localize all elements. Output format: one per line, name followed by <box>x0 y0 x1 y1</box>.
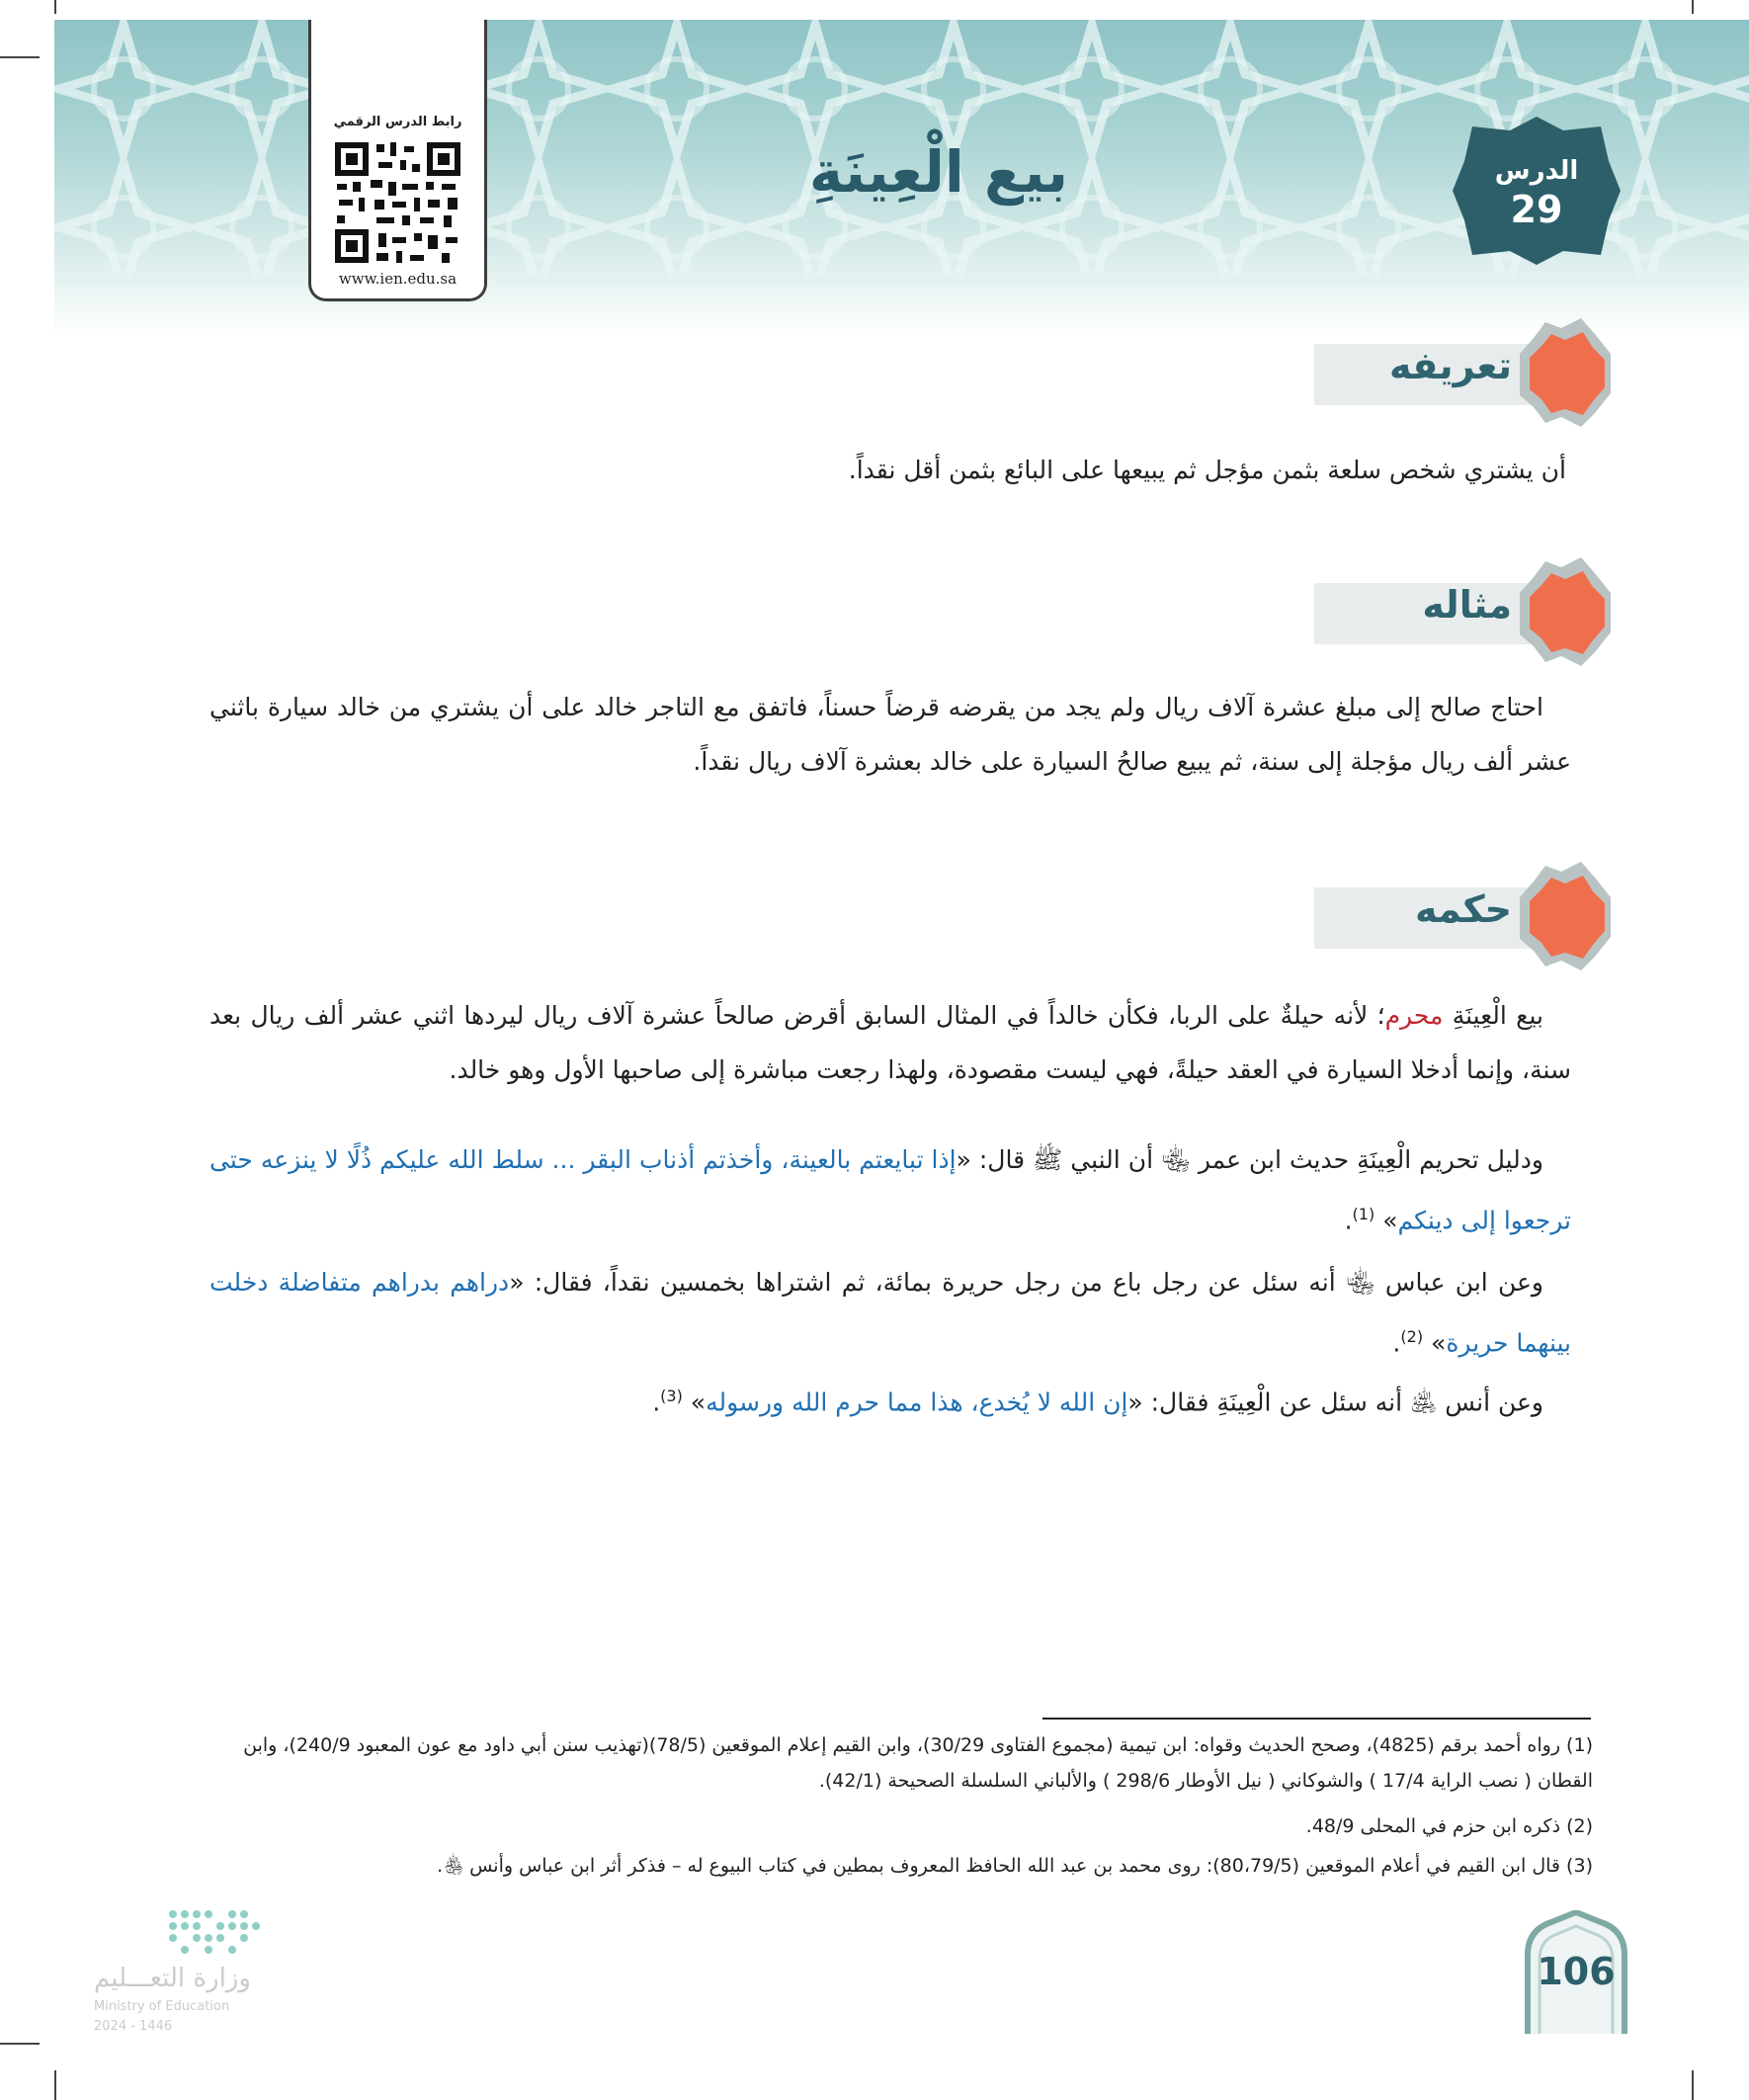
ministry-year: 2024 - 1446 <box>94 2019 173 2034</box>
qr-url[interactable]: www.ien.edu.sa <box>338 270 458 288</box>
qr-code-card[interactable] <box>308 20 487 301</box>
hadith-quote: إذا تبايعتم بالعينة، وأخذتم أذناب البقر ... سلط الله عليكم ذُلًا لا ينزعه حتى ترجعوا إلى دينكم <box>209 1145 1571 1235</box>
ruling-text: بيع الْعِينَةِ <box>1443 1001 1543 1030</box>
page-number-badge <box>1522 1910 1630 2034</box>
ruling-paragraph-2: ودليل تحريم الْعِينَةِ حديث ابن عمر ﵄ أن النبي ﷺ قال: «إذا تبايعتم بالعينة، وأخذتم أذناب البقر ... سلط الله عليكم ذُلًا لا ينزعه حتى ترجعوا إلى دينكم» $^{(1)}$. <box>209 1145 1571 1235</box>
lesson-label: الدرس <box>1494 156 1579 186</box>
section-header-definition <box>1314 314 1611 431</box>
footnote-ref[interactable]: (2) <box>1400 1327 1424 1346</box>
athar-quote: دراهم بدراهم متفاضلة دخلت بينهما حريرة <box>209 1268 1571 1358</box>
footnote-3: (3) قال ابن القيم في أعلام الموقعين (80،79/5): روى محمد بن عبد الله الحافظ المعروف بمطين في كتاب البيوع له – فذكر أثر ابن عباس وأنس ﵃. <box>437 1855 1593 1877</box>
crop-mark <box>1692 0 1694 14</box>
athar-quote: إن الله لا يُخدع، هذا مما حرم الله ورسوله <box>706 1387 1128 1417</box>
section-title: مثاله <box>1422 583 1512 627</box>
ruling-paragraph-4: وعن أنس ﵁ أنه سئل عن الْعِينَةِ فقال: «إن الله لا يُخدع، هذا مما حرم الله ورسوله» $^{(3)}$. <box>652 1386 1543 1417</box>
footnote-1: (1) رواه أحمد برقم (4825)، وصحح الحديث وقواه: ابن تيمية (مجموع الفتاوى 30/29)، وابن القيم إعلام الموقعين (78/5)(تهذيب سنن أبي داود مع عون المعبود 240/9)، وابن القطان ( نصب الراية 17/4 ) والشوكاني ( نيل الأوطار 298/6 ) والألباني السلسلة الصحيحة (42/1). <box>243 1734 1593 1792</box>
ruling-verdict: محرم <box>1384 1001 1444 1030</box>
ruling-text: ؛ لأنه حيلةٌ على الربا، فكأن خالداً في المثال السابق أقرض صالحاً عشرة آلاف ريال ليردها اثني عشر ألف ريال بعد سنة، وإنما أدخلا السيارة في العقد حيلةً، فهي ليست مقصودة، ولهذا رجعت مباشرة إلى صاحبها الأول وهو خالد. <box>209 1001 1571 1084</box>
section-header-ruling <box>1314 858 1611 974</box>
page-number: 106 <box>1537 1950 1616 1993</box>
lesson-badge <box>1453 117 1621 265</box>
quote-mark: » <box>1431 1328 1447 1358</box>
evidence-text: وعن ابن عباس ﵄ أنه سئل عن رجل باع من رجل حريرة بمائة، ثم اشتراها بخمسين نقداً، فقال: « <box>509 1268 1543 1297</box>
footnote-ref[interactable]: (3) <box>660 1386 683 1405</box>
crop-mark <box>54 0 56 14</box>
footnote-ref[interactable]: (1) <box>1352 1205 1375 1223</box>
crop-mark <box>0 56 40 58</box>
crop-mark <box>0 2043 40 2045</box>
quote-mark: » <box>690 1387 707 1417</box>
footnote-divider <box>1042 1718 1591 1720</box>
example-paragraph <box>209 680 1571 789</box>
section-title: حكمه <box>1414 887 1512 931</box>
crop-mark <box>54 2070 56 2100</box>
ministry-dots-icon <box>94 1902 272 1962</box>
lesson-number: 29 <box>1510 188 1563 231</box>
ministry-logo <box>94 1902 272 2041</box>
ministry-name-en: Ministry of Education <box>94 1999 230 2014</box>
qr-code-icon <box>331 138 464 267</box>
ruling-paragraph-1 <box>209 988 1571 1097</box>
page-title: بيع الْعِينَةِ <box>808 138 1069 206</box>
footnote-2: (2) ذكره ابن حزم في المحلى 48/9. <box>1305 1815 1593 1837</box>
section-header-example <box>1314 553 1611 670</box>
ruling-paragraph-3: وعن ابن عباس ﵄ أنه سئل عن رجل باع من رجل حريرة بمائة، ثم اشتراها بخمسين نقداً، فقال: «دراهم بدراهم متفاضلة دخلت بينهما حريرة» $^{(2)}$. <box>209 1268 1571 1358</box>
example-text: احتاج صالح إلى مبلغ عشرة آلاف ريال ولم يجد من يقرضه قرضاً حسناً، فاتفق مع التاجر خالد على أن يشتري من خالد سيارة باثني عشر ألف ريال مؤجلة إلى سنة، ثم يبيع صالحُ السيارة على خالد بعشرة آلاف ريال نقداً. <box>209 693 1571 776</box>
crop-mark <box>1692 2070 1694 2100</box>
evidence-text: وعن أنس ﵁ أنه سئل عن الْعِينَةِ فقال: « <box>1127 1387 1543 1417</box>
quote-mark: » <box>1382 1206 1398 1235</box>
section-title: تعريفه <box>1388 344 1512 387</box>
evidence-text: ودليل تحريم الْعِينَةِ حديث ابن عمر ﵄ أن النبي ﷺ قال: « <box>956 1145 1543 1174</box>
ministry-name-ar: وزارة التعـــليم <box>94 1964 251 1993</box>
definition-text: أن يشتري شخص سلعة بثمن مؤجل ثم يبيعها على البائع بثمن أقل نقداً. <box>848 456 1566 484</box>
qr-label: رابط الدرس الرقمي <box>333 115 462 129</box>
definition-paragraph <box>198 443 1566 497</box>
